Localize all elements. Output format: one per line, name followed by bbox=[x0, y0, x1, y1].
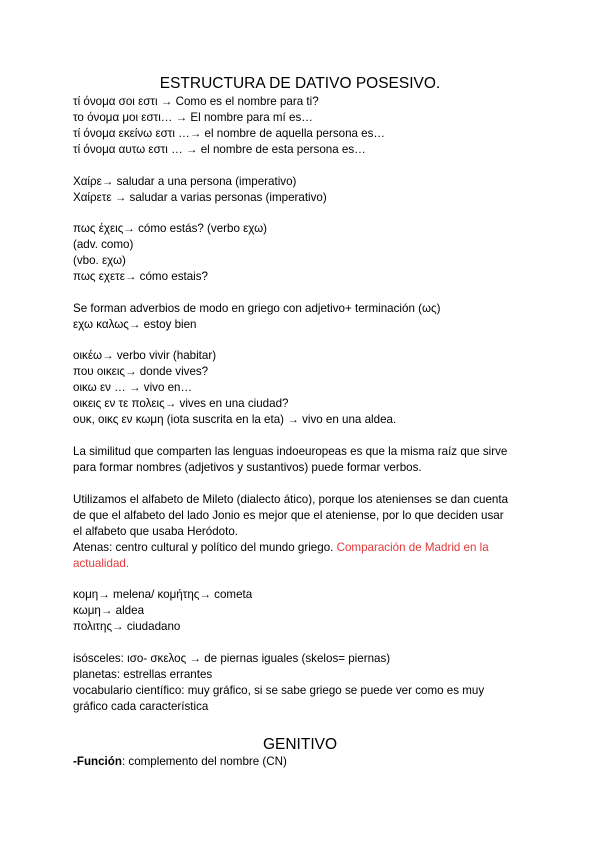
text-line bbox=[73, 754, 287, 771]
funcion-label: -Función bbox=[73, 755, 122, 768]
text-line: τί όνομα εκείνω εστι …→ el nombre de aquella persona es… bbox=[73, 127, 386, 140]
text-line: Utilizamos el alfabeto de Mileto (dialecto ático), porque los atenienses se dan cuenta bbox=[73, 493, 509, 506]
text-line: το όνομα μοι εστι… → El nombre para mí es… bbox=[73, 111, 313, 124]
text-line: (vbo. εχω) bbox=[73, 254, 126, 267]
text-line: (adv. como) bbox=[73, 238, 134, 251]
text-line: κομη→ melena/ κομήτης→ cometa bbox=[73, 588, 253, 601]
text-line: vocabulario científico: muy gráfico, si se sabe griego se puede ver como es muy bbox=[73, 684, 485, 697]
section-title-genitivo: GENITIVO bbox=[262, 736, 338, 753]
text-line: πως έχεις→ cómo estás? (verbo εχω) bbox=[73, 222, 267, 235]
text-line: isósceles: ισο- σκελος → de piernas iguales (skelos= piernas) bbox=[73, 652, 391, 665]
text-line: La similitud que comparten las lenguas indoeuropeas es que la misma raíz que sirve bbox=[73, 445, 508, 458]
text-line: Χαίρε→ saludar a una persona (imperativo) bbox=[73, 175, 297, 188]
text-line: εχω καλως→ estoy bien bbox=[73, 318, 197, 331]
text-line bbox=[73, 540, 489, 557]
highlight-red-text: actualidad. bbox=[73, 557, 130, 570]
text-line: τί όνομα αυτω εστι … → el nombre de esta persona es… bbox=[73, 143, 366, 156]
text-line: Χαίρετε → saludar a varias personas (imperativo) bbox=[73, 191, 327, 204]
funcion-text: : complemento del nombre (CN) bbox=[121, 755, 287, 768]
text-line: el alfabeto que usaba Heródoto. bbox=[73, 525, 239, 538]
text-line: planetas: estrellas errantes bbox=[73, 668, 213, 681]
text-line: gráfico cada característica bbox=[73, 700, 209, 713]
text-line: κωμη→ aldea bbox=[73, 604, 145, 617]
text-line: πολιτης→ ciudadano bbox=[73, 620, 181, 633]
page-title: ESTRUCTURA DE DATIVO POSESIVO. bbox=[159, 75, 441, 92]
text-line: οικεις εν τε πολεις→ vives en una ciudad? bbox=[73, 397, 289, 410]
text-line: οικέω→ verbo vivir (habitar) bbox=[73, 349, 217, 362]
text-line: ουκ, οικς εν κωμη (iota suscrita en la eta) → vivo en una aldea. bbox=[73, 413, 397, 426]
text-line: τί όνομα σοι εστι → Como es el nombre para ti? bbox=[73, 95, 319, 108]
highlight-red-text: Comparación de Madrid en la bbox=[336, 541, 489, 554]
atenas-text: Atenas: centro cultural y político del mundo griego. bbox=[73, 541, 334, 554]
text-line: οικω εν … → vivo en… bbox=[73, 381, 193, 394]
text-line: που οικεις→ donde vives? bbox=[73, 365, 209, 378]
text-line: πως εχετε→ cómo estais? bbox=[73, 270, 208, 283]
text-line: para formar nombres (adjetivos y sustantivos) puede formar verbos. bbox=[73, 461, 422, 474]
text-line: de que el alfabeto del lado Jonio es mejor que el ateniense, por lo que deciden usar bbox=[73, 509, 504, 522]
text-line: Se forman adverbios de modo en griego con adjetivo+ terminación (ως) bbox=[73, 302, 441, 315]
